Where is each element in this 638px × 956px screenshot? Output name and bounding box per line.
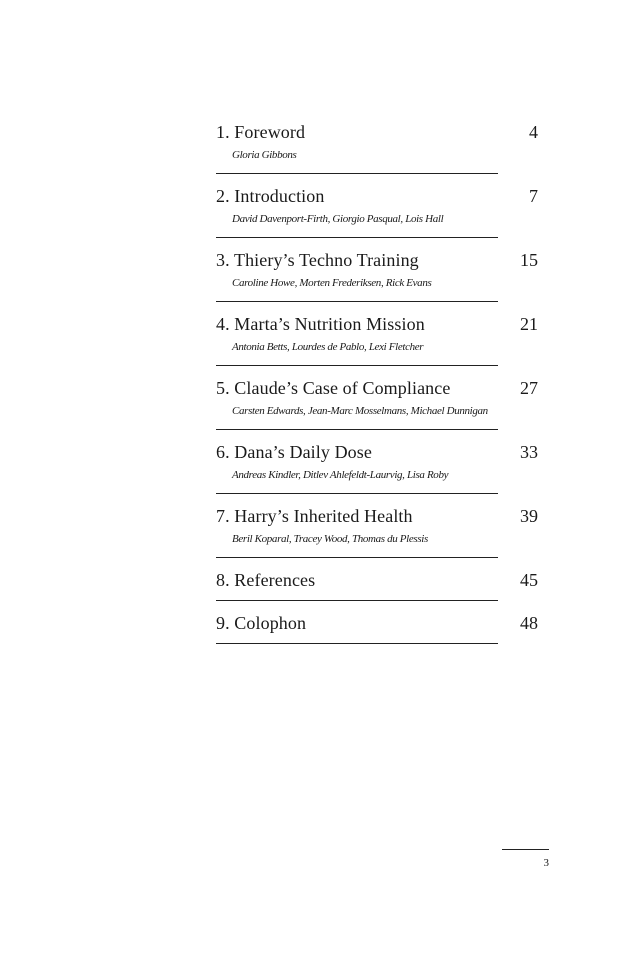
divider xyxy=(216,173,498,174)
toc-entry[interactable] xyxy=(216,502,538,558)
toc-entry[interactable] xyxy=(216,374,538,430)
table-of-contents xyxy=(216,118,538,652)
page-number: 3 xyxy=(543,857,549,869)
divider xyxy=(216,557,498,558)
divider xyxy=(216,643,498,644)
toc-entry-authors: Gloria Gibbons xyxy=(232,149,297,161)
toc-entry-title: 4. Marta’s Nutrition Mission xyxy=(216,314,425,334)
divider xyxy=(216,365,498,366)
toc-entry-title: 1. Foreword xyxy=(216,122,306,142)
toc-entry-page: 21 xyxy=(520,314,538,334)
divider xyxy=(216,600,498,601)
toc-entry-authors: Caroline Howe, Morten Frederiksen, Rick Evans xyxy=(232,277,432,289)
toc-entry-page: 33 xyxy=(520,442,538,462)
toc-entry-title: 2. Introduction xyxy=(216,186,325,206)
toc-entry-page: 48 xyxy=(520,613,538,633)
toc-entry-authors: Beril Koparal, Tracey Wood, Thomas du Plessis xyxy=(232,533,428,545)
toc-entry[interactable] xyxy=(216,182,538,238)
toc-entry[interactable] xyxy=(216,609,538,644)
toc-entry-title: 7. Harry’s Inherited Health xyxy=(216,506,413,526)
toc-entry-authors: David Davenport-Firth, Giorgio Pasqual, Lois Hall xyxy=(232,213,444,225)
toc-entry[interactable] xyxy=(216,118,538,174)
toc-entry-title: 9. Colophon xyxy=(216,613,307,633)
toc-entry-title: 8. References xyxy=(216,570,316,590)
toc-entry-page: 15 xyxy=(520,250,538,270)
divider xyxy=(216,237,498,238)
toc-entry-page: 45 xyxy=(520,570,538,590)
toc-entry-title: 3. Thiery’s Techno Training xyxy=(216,250,419,270)
toc-entry[interactable] xyxy=(216,310,538,366)
toc-entry-authors: Antonia Betts, Lourdes de Pablo, Lexi Fletcher xyxy=(232,341,424,353)
toc-entry-page: 7 xyxy=(529,186,538,206)
toc-entry-authors: Andreas Kindler, Ditlev Ahlefeldt-Laurvig, Lisa Roby xyxy=(232,469,449,481)
toc-entry[interactable] xyxy=(216,566,538,601)
divider xyxy=(216,429,498,430)
toc-entry[interactable] xyxy=(216,246,538,302)
footer-divider xyxy=(502,849,549,850)
toc-entry-page: 27 xyxy=(520,378,538,398)
toc-entry[interactable] xyxy=(216,438,538,494)
toc-entry-title: 6. Dana’s Daily Dose xyxy=(216,442,372,462)
toc-entry-page: 39 xyxy=(520,506,538,526)
toc-entry-title: 5. Claude’s Case of Compliance xyxy=(216,378,451,398)
toc-entry-page: 4 xyxy=(529,122,538,142)
divider xyxy=(216,301,498,302)
toc-entry-authors: Carsten Edwards, Jean-Marc Mosselmans, Michael Dunnigan xyxy=(232,405,488,417)
divider xyxy=(216,493,498,494)
